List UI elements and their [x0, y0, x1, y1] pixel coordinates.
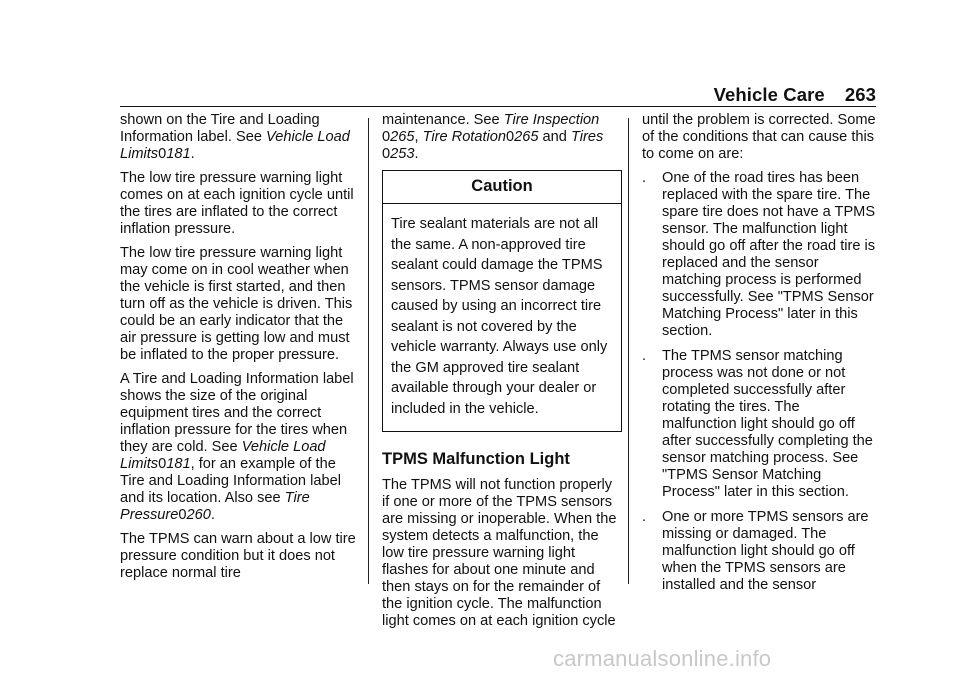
- link-tires[interactable]: Tires: [570, 129, 604, 145]
- paragraph: until the problem is corrected. Some of the conditions that can cause this to come on are:: [642, 112, 876, 162]
- page-ref[interactable]: 253: [390, 146, 415, 162]
- page-ref-arrow-icon: 0: [178, 507, 187, 523]
- column-1: [120, 112, 360, 589]
- text: maintenance. See: [382, 112, 504, 128]
- list-item: [642, 348, 878, 501]
- page-ref-arrow-icon: 0: [506, 129, 515, 145]
- list-item-text: The TPMS sensor matching process was not done or not completed successfully after rotating the tires. The malfunction light should go off after successfully completing the sensor matching process. See "TPMS Sensor Matching Process" later in this section.: [662, 348, 873, 500]
- list-item-text: One of the road tires has been replaced with the spare tire. The spare tire does not have a TPMS sensor. The malfunction light should go off after the road tire is replaced and the sensor matching process is performed successfully. See "TPMS Sensor Matching Process" later in this section.: [662, 170, 876, 339]
- page-number: 263: [844, 84, 876, 105]
- caution-title: Caution: [383, 171, 621, 204]
- link-tire-rotation[interactable]: Tire Rotation: [422, 129, 507, 145]
- paragraph: The low tire pressure warning light comes on at each ignition cycle until the tires are inflated to the correct inflation pressure.: [120, 170, 354, 237]
- link-tire-inspection[interactable]: Tire Inspection: [503, 112, 600, 128]
- caution-box: [382, 170, 622, 432]
- page-ref[interactable]: 181: [166, 146, 191, 162]
- page-ref-arrow-icon: 0: [158, 456, 167, 472]
- column-2: [382, 112, 622, 637]
- list-item-text: One or more TPMS sensors are missing or damaged. The malfunction light should go off when the TPMS sensors are installed and the sensor: [662, 509, 869, 593]
- bullet-mark: .: [642, 509, 647, 525]
- link-vehicle-load-limits[interactable]: Vehicle Load Limits: [120, 129, 350, 162]
- caution-body: Tire sealant materials are not all the same. A non-approved tire sealant could damage the TPMS sensors. TPMS sensor damage caused by using an incorrect tire sealant is not covered by the vehicle warranty. Always use only the GM approved tire sealant available through your dealer or included in the vehicle.: [391, 216, 608, 417]
- section-heading: TPMS Malfunction Light: [382, 450, 570, 468]
- text: and: [538, 129, 571, 145]
- link-vehicle-load-limits[interactable]: Vehicle Load Limits: [120, 439, 326, 472]
- page-ref-arrow-icon: 0: [158, 146, 167, 162]
- page-ref-arrow-icon: 0: [382, 129, 391, 145]
- page-ref[interactable]: 265: [390, 129, 415, 145]
- paragraph: [120, 112, 360, 163]
- column-3: [642, 112, 878, 602]
- page-ref-arrow-icon: 0: [382, 146, 391, 162]
- link-tire-pressure[interactable]: Tire Pressure: [120, 490, 310, 523]
- text: .: [190, 146, 195, 162]
- paragraph: The TPMS will not function properly if one or more of the TPMS sensors are missing or inoperable. When the system detects a malfunction, the low tire pressure warning light flashes for about one minute and then stays on for the remainder of the ignition cycle. The malfunction light comes on at each ignition cycle: [382, 477, 617, 629]
- paragraph: [120, 371, 360, 524]
- page-ref[interactable]: 181: [166, 456, 191, 472]
- page-ref[interactable]: 265: [514, 129, 539, 145]
- text: .: [210, 507, 215, 523]
- page-header: [0, 84, 876, 106]
- paragraph: The low tire pressure warning light may come on in cool weather when the vehicle is first started, and then turn off as the vehicle is driven. This could be an early indicator that the air pressure is getting low and must be inflated to the proper pressure.: [120, 245, 353, 363]
- page-ref[interactable]: 260: [186, 507, 211, 523]
- column-divider-1: [368, 118, 369, 584]
- list-item: [642, 509, 878, 594]
- section-title: Vehicle Care: [713, 84, 825, 105]
- header-rule: [120, 106, 876, 107]
- list-item: [642, 170, 878, 340]
- text: A Tire and Loading Information label shows the size of the original equipment tires and the correct inflation pressure for the tires when they are cold. See: [120, 371, 354, 455]
- paragraph: The TPMS can warn about a low tire pressure condition but it does not replace normal tire: [120, 531, 356, 581]
- text: ,: [414, 129, 423, 145]
- paragraph: [382, 112, 622, 163]
- text: , for an example of the Tire and Loading Information label and its location. Also see: [120, 456, 341, 506]
- bullet-mark: .: [642, 348, 647, 364]
- bullet-mark: .: [642, 170, 647, 186]
- text: .: [414, 146, 419, 162]
- column-divider-2: [628, 118, 629, 584]
- text: shown on the Tire and Loading Information label. See: [120, 112, 320, 145]
- watermark: carmanualsonline.info: [553, 646, 772, 671]
